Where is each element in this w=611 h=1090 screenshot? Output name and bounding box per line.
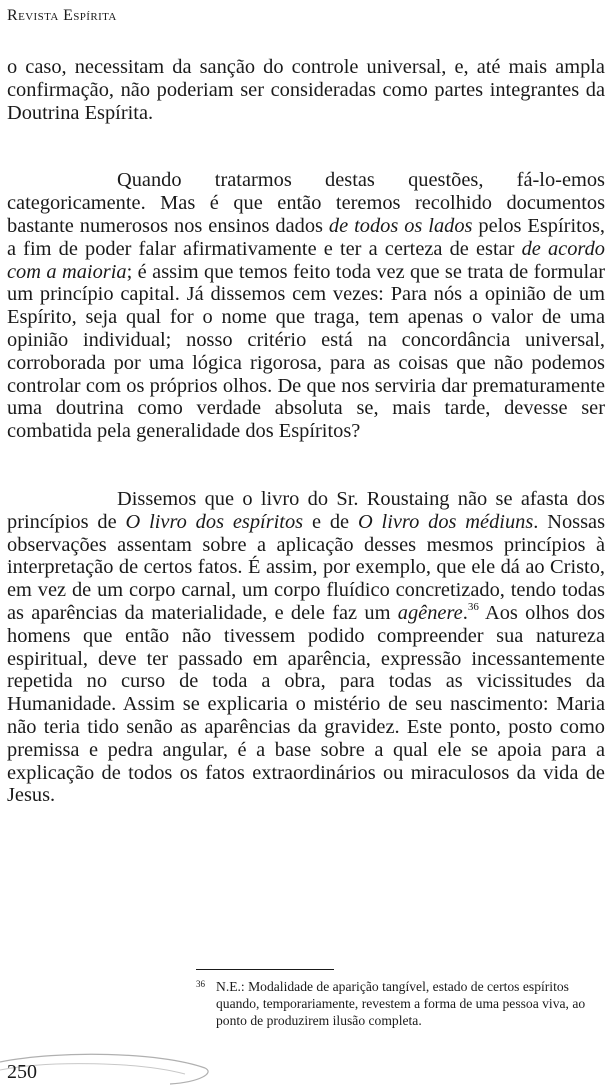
emphasis-todos-os-lados: de todos os lados [328, 214, 473, 237]
paragraph-3 [7, 488, 605, 807]
footnote-mark: 36 [196, 979, 205, 989]
paragraph-3-text: e de [303, 510, 358, 533]
paragraph-2 [7, 169, 605, 443]
running-head: Revista Espírita [7, 7, 117, 24]
paragraph-3-text: . Nossas observações assentam sobre a aplicação desses mesmos princípios à interpretação de certos fatos. É assim, por exemplo, que ele dá ao Cristo, em vez de um corpo carnal, um corpo fluídico concretizado, tendo todas as aparências da materialidade, e dele faz um [7, 510, 606, 624]
paragraph-2-text: ; é assim que temos feito toda vez que se trata de formular um princípio capital. Já dissemos cem vezes: Para nós a opinião de um Espírito, seja qual for o nome que traga, tem apenas o valor de uma opinião individual; nosso critério está na concordância universal, corroborada por uma lógica rigorosa, para as coisas que não podemos controlar com os próprios olhos. De que nos serviria dar prematuramente uma doutrina como verdade absoluta se, mais tarde, devesse ser combatida pela generalidade dos Espíritos? [7, 260, 605, 443]
paragraph-2-text: pelos Espíritos, a fim de poder falar afirmativamente e ter a certeza de estar [7, 214, 605, 260]
footnote-text: N.E.: Modalidade de aparição tangível, estado de certos espíritos quando, temporariamente, revestem a forma de uma pessoa viva, ao ponto de produzirem ilusão completa. [216, 979, 586, 1028]
book-title-livro-dos-espiritos: O livro dos espíritos [125, 510, 304, 533]
body-text [7, 56, 605, 852]
paragraph-3-text: . [462, 601, 468, 624]
footnote [196, 978, 606, 1029]
footnote-divider [196, 969, 334, 970]
emphasis-agenere: agênere [397, 601, 463, 624]
page-number: 250 [7, 1061, 37, 1083]
footnote-reference[interactable]: 36 [467, 600, 479, 613]
paragraph-3-text: Aos olhos dos homens que então não tivessem podido compreender sua natureza espiritual, deve ter passado em aparência, expressão incessantemente repetida no curso de toda a obra, para todas as vicissitudes da Humanidade. Assim se explicaria o mistério de seu nascimento: Maria não teria tido senão as aparências da gravidez. Este ponto, posto como premissa e pedra angular, é a base sobre a qual ele se apoia para a explicação de todos os fatos extraordinários ou miraculosos da vida de Jesus. [7, 601, 605, 807]
paragraph-3-text: Dissemos que o livro do Sr. Roustaing não se afasta dos princípios de [7, 487, 605, 533]
book-title-livro-dos-mediuns: O livro dos médiuns [357, 510, 534, 533]
paragraph-1: o caso, necessitam da sanção do controle universal, e, até mais ampla confirmação, não poderiam ser consideradas como partes integrantes da Doutrina Espírita. [7, 56, 605, 124]
emphasis-de-acordo-com-a-maioria: de acordo com a maioria [7, 237, 605, 283]
paragraph-2-text: Quando tratarmos destas questões, fá-lo-emos categoricamente. Mas é que então teremos recolhido documentos bastante numerosos nos ensinos dados [7, 169, 605, 237]
